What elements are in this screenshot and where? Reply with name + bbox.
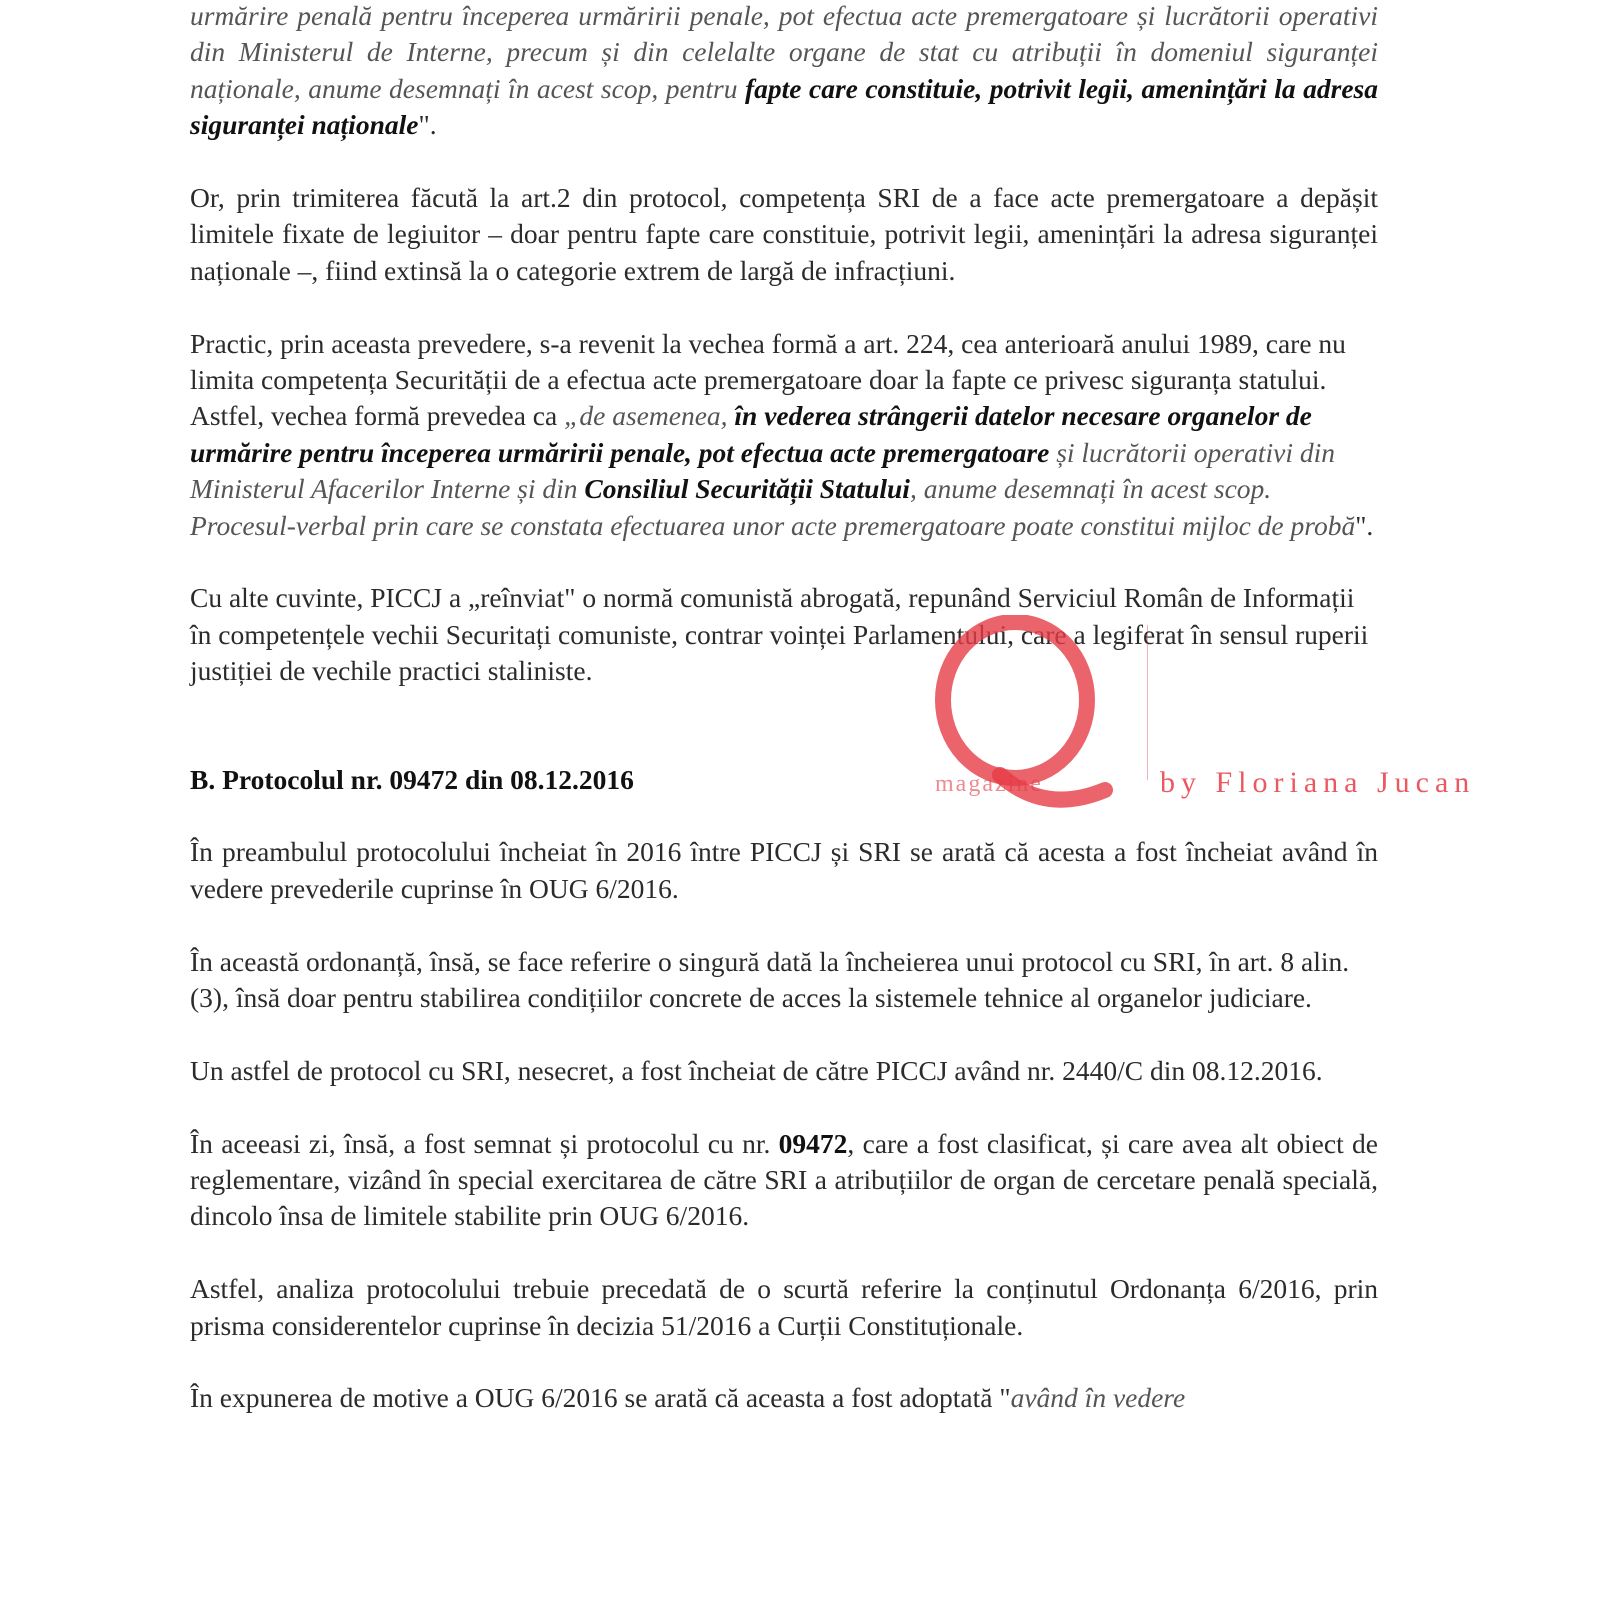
section-heading	[190, 762, 1378, 798]
text-run: Consiliul Securității Statului	[584, 473, 910, 505]
document-body	[190, 0, 1378, 1453]
text-run: În aceeasi zi, însă, a fost semnat și protocolul cu nr.	[190, 1127, 779, 1159]
text-run: „de asemenea,	[564, 400, 735, 432]
text-run: ".	[1355, 509, 1374, 541]
text-run: Cu alte cuvinte, PICCJ a „reînviat" o normă comunistă abrogată, repunând Serviciul Român de Informații în competențele vechii Securitați comuniste, contrar voinței Parlamentului, care a legiferat în sensul ruperii justiției de vechile practici staliniste.	[190, 582, 1369, 687]
text-run: ".	[418, 109, 437, 141]
text-run: , care a fost clasificat, și care avea alt obiect de reglementare, vizând în special exercitarea de către SRI a atribuțiilor de organ de cercetare penală specială, dincolo însa de limitele stabilite prin OUG 6/2016.	[190, 1127, 1378, 1232]
watermark-logo-word: magazine	[935, 771, 1043, 797]
paragraph	[190, 1126, 1378, 1235]
paragraph	[190, 580, 1378, 689]
paragraph	[190, 180, 1378, 289]
paragraph	[190, 944, 1378, 1017]
text-run: Or, prin trimiterea făcută la art.2 din protocol, competența SRI de a face acte premergatoare a depășit limitele fixate de legiuitor – doar pentru fapte care constituie, potrivit legii, amenințări la adresa siguranței naționale –, fiind extinsă la o categorie extrem de largă de infracțiuni.	[190, 182, 1378, 286]
text-run: , anume desemnați în acest scop. Procesul-verbal prin care se constata efectuarea unor acte premergatoare poate constitui mijloc de probă	[190, 473, 1356, 541]
text-run: având în vedere	[1010, 1382, 1186, 1414]
text-run: B. Protocolul nr. 09472 din 08.12.2016	[190, 763, 634, 795]
watermark-byline: by Floriana Jucan	[1160, 766, 1476, 799]
text-run: și lucrătorii operativi din Ministerul Afacerilor Interne și din	[190, 436, 1336, 505]
text-run: fapte care constituie, potrivit legii, amenințări la adresa siguranței naționale	[190, 72, 1378, 141]
paragraph	[190, 1271, 1378, 1344]
text-run: Practic, prin aceasta prevedere, s-a revenit la vechea formă a art. 224, cea anterioară anului 1989, care nu limita competența Securității de a efectua acte premergatoare doar la fapte ce privesc siguranța statului. Astfel, vechea formă prevedea ca	[190, 327, 1346, 432]
text-run: Un astfel de protocol cu SRI, nesecret, a fost încheiat de către PICCJ având nr. 2440/C din 08.12.2016.	[190, 1054, 1323, 1086]
paragraph	[190, 326, 1378, 544]
text-run: urmărire penală pentru începerea urmăririi penale, pot efectua acte premergatoare și lucrătorii operativi din Ministerul de Interne, precum și din celelalte organe de stat cu atribuții în domeniul siguranței naționale, anume desemnați în acest scop, pentru	[190, 0, 1378, 104]
text-run: În expunerea de motive a OUG 6/2016 se arată că aceasta a fost adoptată "	[190, 1382, 1011, 1414]
paragraph	[190, 0, 1378, 144]
text-run: 09472	[778, 1127, 848, 1159]
text-run: În această ordonanță, însă, se face referire o singură dată la încheierea unui protocol cu SRI, în art. 8 alin. (3), însă doar pentru stabilirea condițiilor concrete de acces la sistemele tehnice al organelor judiciare.	[190, 945, 1350, 1014]
text-run: în vederea strângerii datelor necesare organelor de urmărire pentru începerea urmăririi penale, pot efectua acte premergatoare	[190, 400, 1312, 468]
paragraph	[190, 1053, 1378, 1089]
paragraph	[190, 834, 1378, 907]
text-run: În preambulul protocolului încheiat în 2016 între PICCJ și SRI se arată că acesta a fost încheiat având în vedere prevederile cuprinse în OUG 6/2016.	[190, 836, 1378, 904]
text-run: Astfel, analiza protocolului trebuie precedată de o scurtă referire la conținutul Ordonanța 6/2016, prin prisma considerentelor cuprinse în decizia 51/2016 a Curții Constituționale.	[190, 1273, 1378, 1341]
paragraph	[190, 1380, 1378, 1416]
